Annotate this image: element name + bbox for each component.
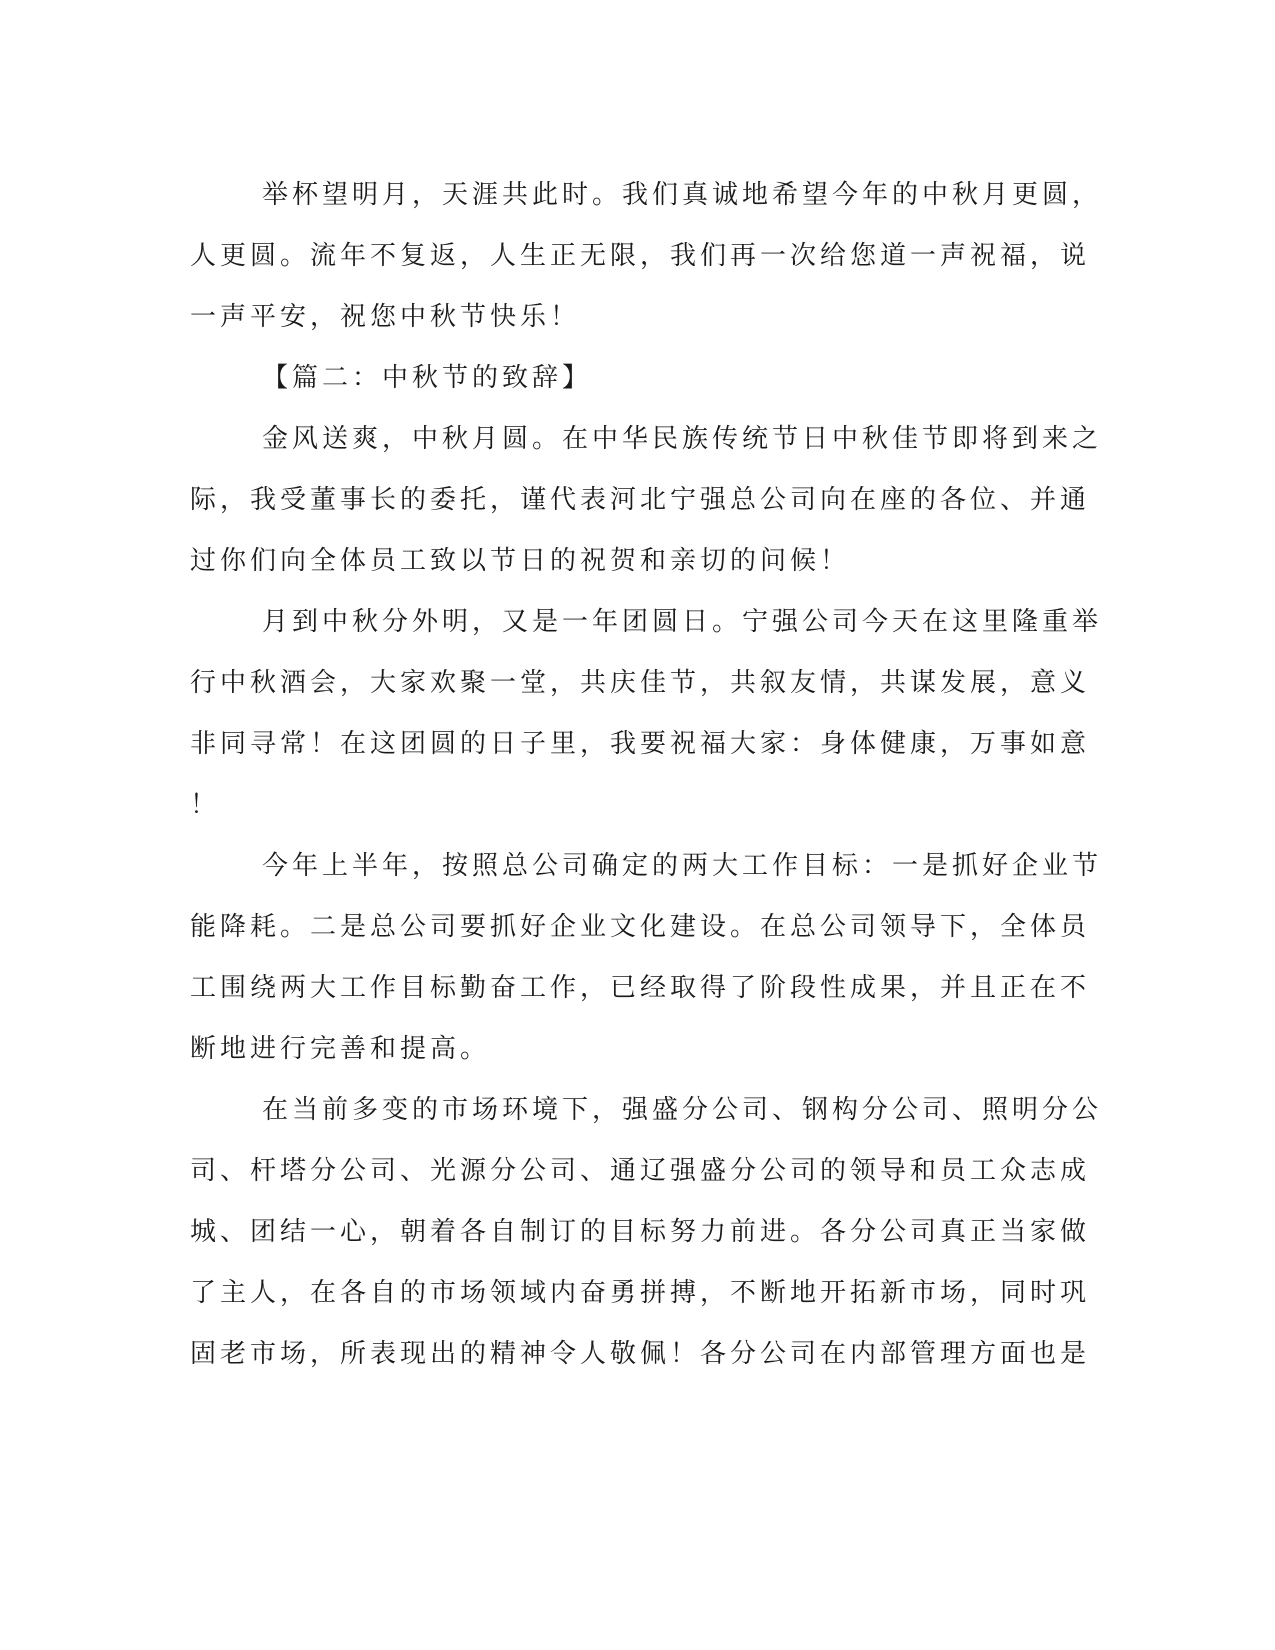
text-line: 在当前多变的市场环境下，强盛分公司、钢构分公司、照明分公	[262, 1095, 1103, 1125]
text-line: 月到中秋分外明，又是一年团圆日。宁强公司今天在这里隆重举	[262, 607, 1103, 637]
text-line: 断地进行完善和提高。	[190, 1034, 491, 1064]
paragraph-reunion	[190, 592, 1103, 836]
paragraph-closing-wishes	[190, 165, 1103, 348]
paragraph-branch-companies	[190, 1080, 1103, 1385]
document-page	[190, 165, 1103, 1385]
text-line: 非同寻常！在这团圆的日子里，我要祝福大家：身体健康，万事如意	[190, 729, 1091, 759]
text-line: 固老市场，所表现出的精神令人敬佩！各分公司在内部管理方面也是	[190, 1339, 1091, 1369]
text-line: 过你们向全体员工致以节日的祝贺和亲切的问候！	[190, 546, 851, 576]
section-heading	[190, 348, 1070, 409]
text-line: 工围绕两大工作目标勤奋工作，已经取得了阶段性成果，并且正在不	[190, 973, 1091, 1003]
text-line: 了主人，在各自的市场领域内奋勇拼搏，不断地开拓新市场，同时巩	[190, 1278, 1091, 1308]
text-line: 举杯望明月，天涯共此时。我们真诚地希望今年的中秋月更圆，	[262, 180, 1103, 210]
text-line: 际，我受董事长的委托，谨代表河北宁强总公司向在座的各位、并通	[190, 485, 1091, 515]
text-line: 城、团结一心，朝着各自制订的目标努力前进。各分公司真正当家做	[190, 1217, 1091, 1247]
section-title: 【篇二：中秋节的致辞】	[262, 363, 593, 393]
text-line: 一声平安，祝您中秋节快乐！	[190, 302, 581, 332]
text-line: 行中秋酒会，大家欢聚一堂，共庆佳节，共叙友情，共谋发展，意义	[190, 668, 1091, 698]
text-line: 人更圆。流年不复返，人生正无限，我们再一次给您道一声祝福，说	[190, 241, 1091, 271]
text-line: 能降耗。二是总公司要抓好企业文化建设。在总公司领导下，全体员	[190, 912, 1091, 942]
paragraph-work-goals	[190, 836, 1103, 1080]
text-line: ！	[190, 790, 221, 820]
text-line: 司、杆塔分公司、光源分公司、通辽强盛分公司的领导和员工众志成	[190, 1156, 1091, 1186]
paragraph-greeting	[190, 409, 1103, 592]
text-line: 今年上半年，按照总公司确定的两大工作目标：一是抓好企业节	[262, 851, 1103, 881]
text-line: 金风送爽，中秋月圆。在中华民族传统节日中秋佳节即将到来之	[262, 424, 1103, 454]
